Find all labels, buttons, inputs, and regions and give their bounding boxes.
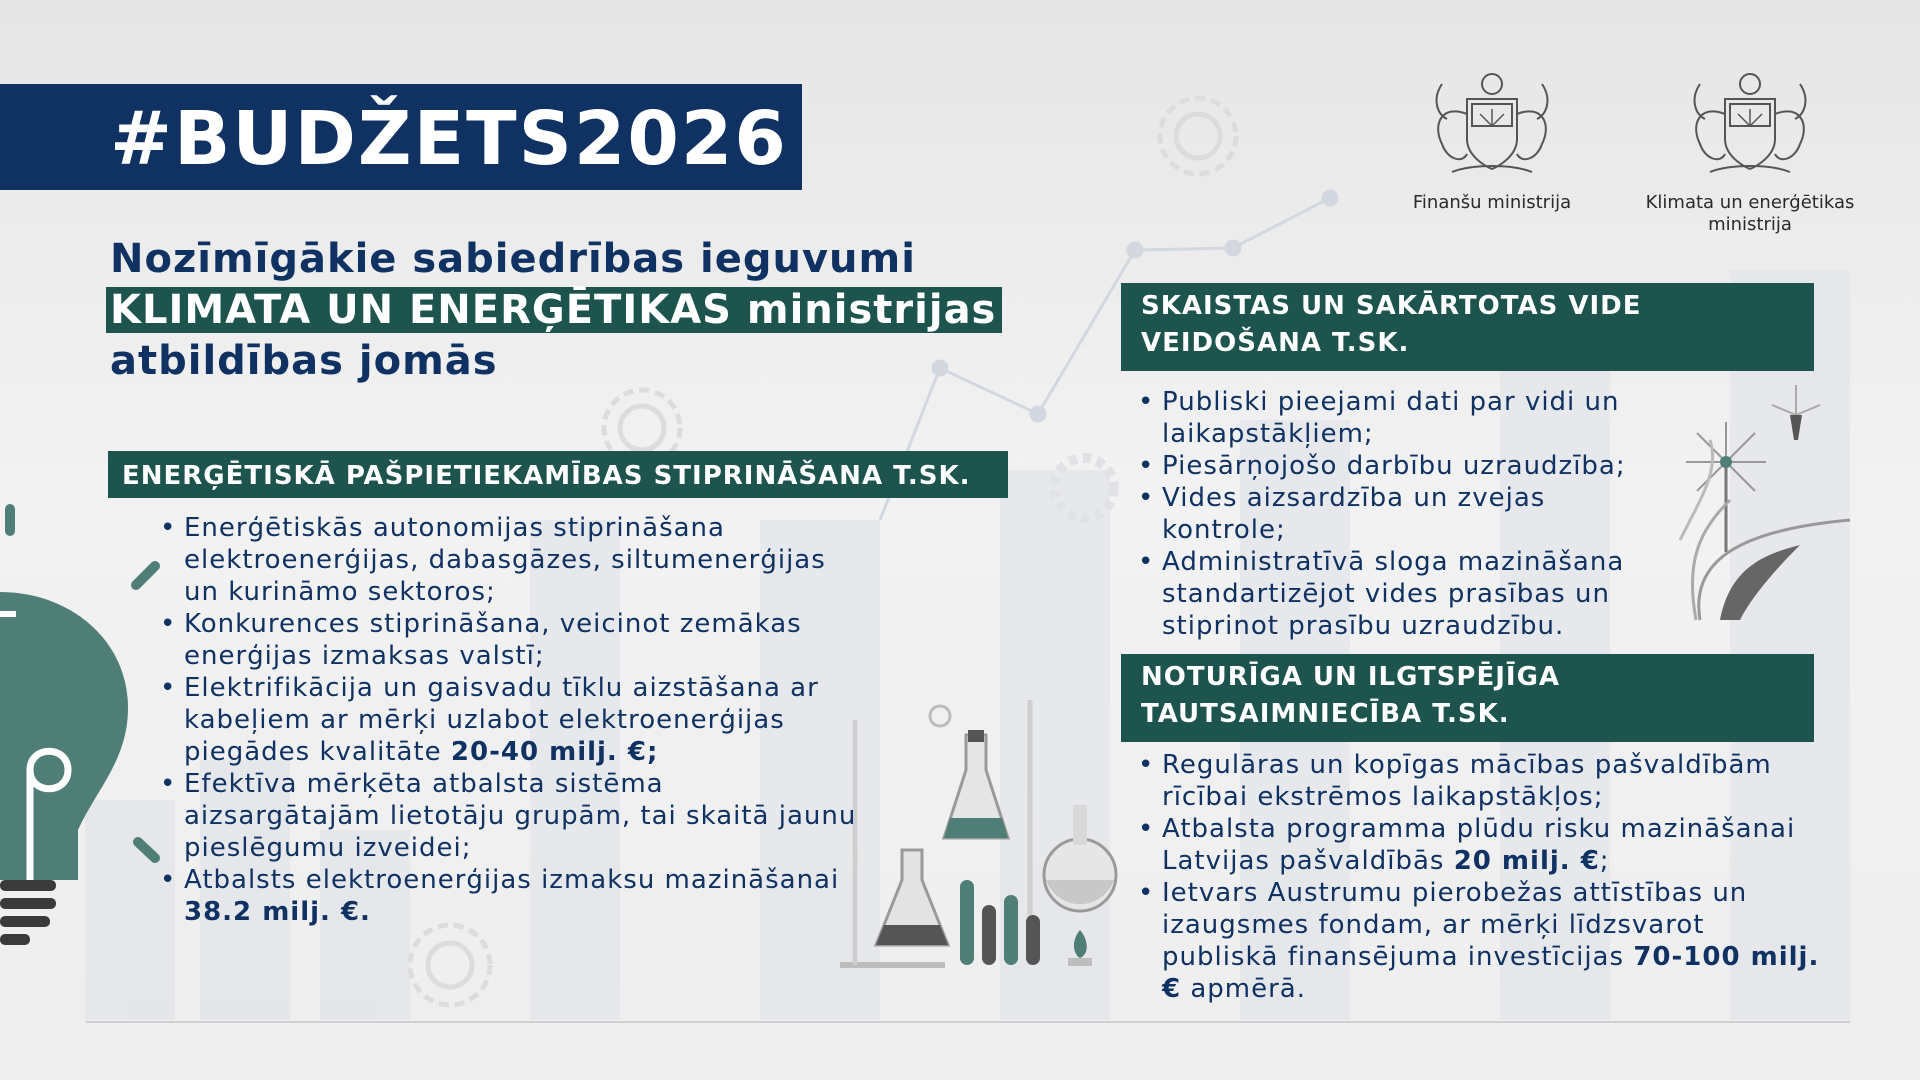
headline-line-3: atbildības jomās	[110, 338, 498, 384]
list-item: • Enerģētiskās autonomijas stiprināšana elektroenerģijas, dabasgāzes, siltumenerģijas un kurināmo sektoros;	[160, 512, 860, 608]
list-item: • Piesārņojošo darbību uzraudzība;	[1138, 450, 1678, 482]
headline-line-1: Nozīmīgākie sabiedrības ieguvumi	[110, 236, 916, 282]
logo-climate-ministry	[1645, 64, 1855, 236]
logo-caption: Finanšu ministrija	[1412, 192, 1572, 213]
list-item: • Konkurences stiprināšana, veicinot zemākas enerģijas izmaksas valstī;	[160, 608, 860, 672]
logo-finance-ministry	[1392, 64, 1592, 214]
list-item: • Efektīva mērķēta atbalsta sistēma aizsargātajām lietotāju grupām, tai skaitā jaunu pieslēgumu izveidei;	[160, 768, 860, 864]
coat-of-arms-icon	[1412, 64, 1572, 184]
section-economy-title: NOTURĪGA UN ILGTSPĒJĪGA TAUTSAIMNIECĪBA T.SK.	[1121, 654, 1814, 742]
section-energy-title: ENERĢĒTISKĀ PAŠPIETIEKAMĪBAS STIPRINĀŠANA T.SK.	[108, 451, 1008, 498]
list-item: • Atbalsts elektroenerģijas izmaksu mazināšanai 38.2 milj. €.	[160, 864, 860, 928]
logo-caption: Klimata un enerģētikas ministrija	[1645, 192, 1855, 235]
coat-of-arms-icon	[1670, 64, 1830, 184]
energy-list	[160, 512, 860, 928]
list-item: • Vides aizsardzība un zvejas kontrole;	[1138, 482, 1678, 546]
hashtag-title: #BUDŽETS2026	[110, 96, 788, 182]
headline-highlight: KLIMATA UN ENERĢĒTIKAS ministrijas	[106, 287, 1002, 333]
list-item: • Atbalsta programma plūdu risku mazināšanai Latvijas pašvaldībās 20 milj. €;	[1138, 813, 1828, 877]
list-item: • Elektrifikācija un gaisvadu tīklu aizstāšana ar kabeļiem ar mērķi uzlabot elektroenerģijas piegādes kvalitāte 20-40 milj. €;	[160, 672, 860, 768]
headline	[110, 234, 1060, 387]
list-item: • Regulāras un kopīgas mācības pašvaldībām rīcībai ekstrēmos laikapstākļos;	[1138, 749, 1828, 813]
list-item: • Administratīvā sloga mazināšana standartizējot vides prasības un stiprinot prasību uzraudzību.	[1138, 546, 1678, 642]
list-item: • Ietvars Austrumu pierobežas attīstības un izaugsmes fondam, ar mērķi līdzsvarot publiskā finansējuma investīcijas 70-100 milj. € apmērā.	[1138, 877, 1828, 1005]
hashtag-banner	[0, 84, 802, 190]
section-environment-title: SKAISTAS UN SAKĀRTOTAS VIDE VEIDOŠANA T.SK.	[1121, 283, 1814, 371]
environment-list	[1138, 386, 1678, 642]
list-item: • Publiski pieejami dati par vidi un laikapstākļiem;	[1138, 386, 1678, 450]
economy-list	[1138, 749, 1828, 1005]
